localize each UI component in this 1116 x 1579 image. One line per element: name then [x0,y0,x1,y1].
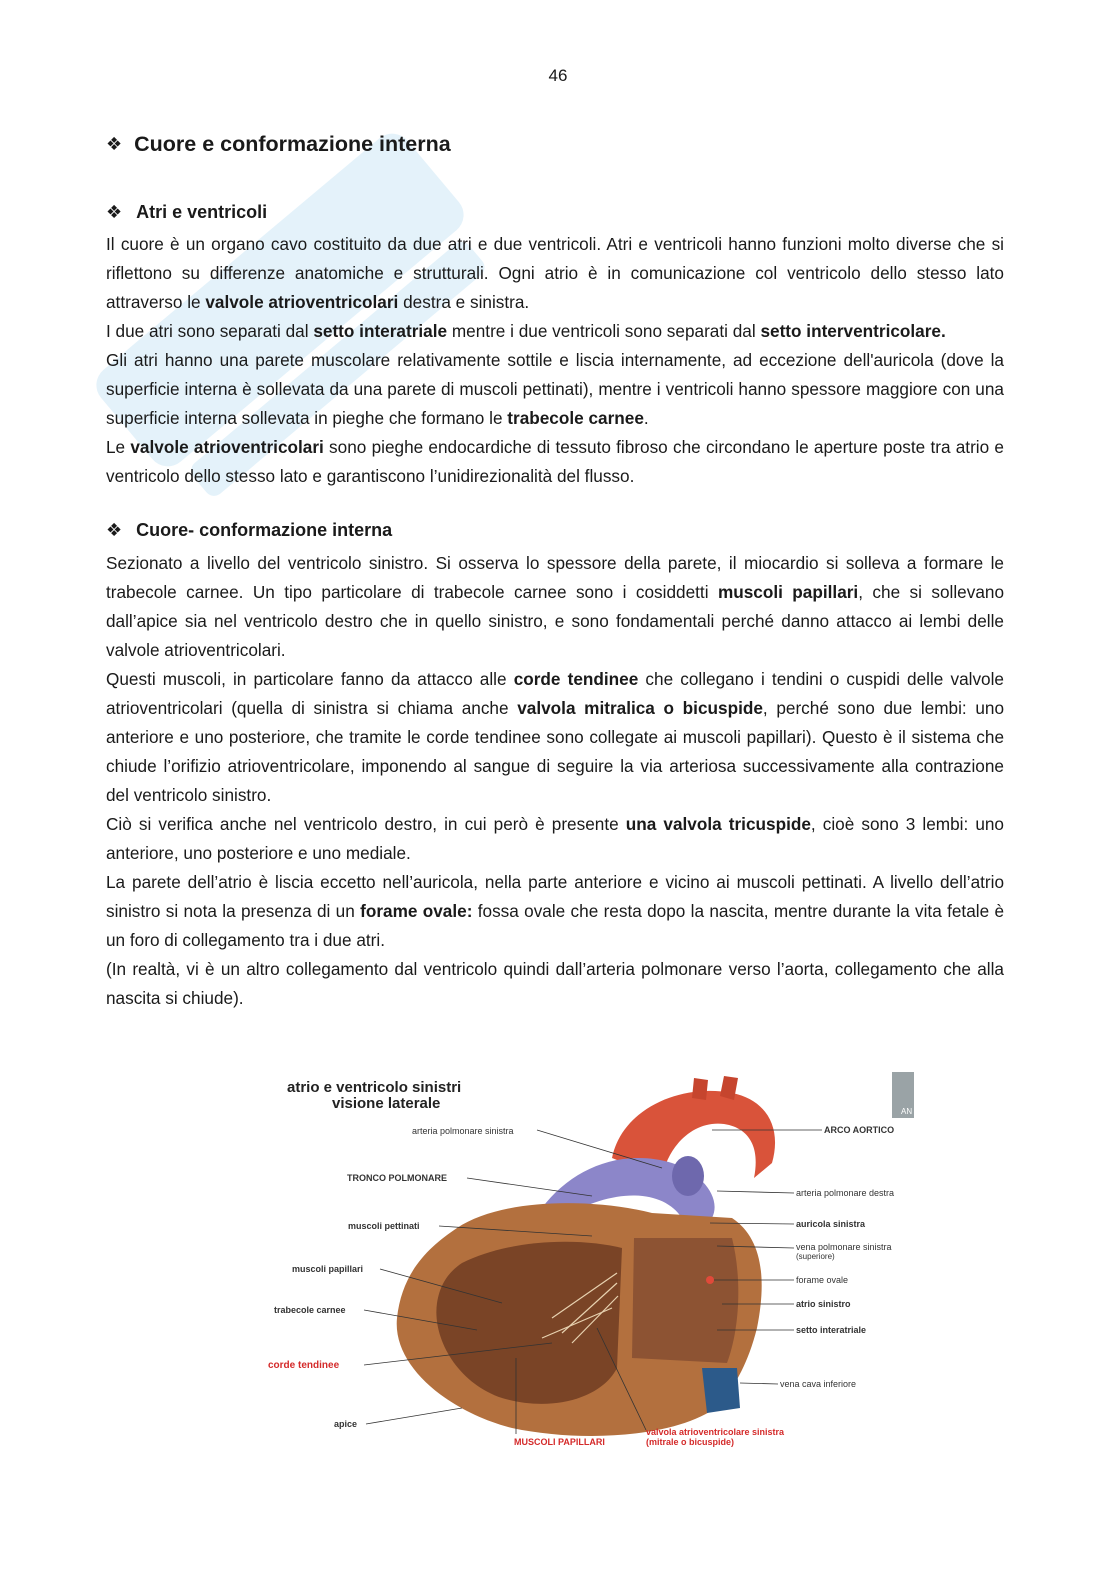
text-run: I due atri sono separati dal [106,321,314,341]
diamond-bullet-icon: ❖ [106,520,123,540]
bold-term: setto interatriale [313,321,448,341]
text-run: , cioè sono 3 lembi: uno anteriore, uno posteriore e uno mediale. [106,814,1004,863]
bold-term: trabecole carnee [507,408,644,428]
text-run: mentre i due ventricoli sono separati dal [447,321,761,341]
label-auricola-sinistra: auricola sinistra [796,1219,866,1229]
label-vena-cava-inferiore: vena cava inferiore [780,1379,857,1389]
paragraph [106,868,1004,955]
text-run: sono pieghe endocardiche di tessuto fibroso che circondano le aperture poste tra atrio e ventricolo dello stesso lato e garantiscono l’unidirezionalità del flusso. [106,437,1004,486]
paragraph: (In realtà, vi è un altro collegamento dal ventricolo quindi dall’arteria polmonare verso l’aorta, collegamento che alla nascita si chiude). [106,959,1004,1008]
figure-title: atrio e ventricolo sinistri [287,1079,462,1096]
forame-ovale-mark [706,1276,714,1284]
text-run: Sezionato a livello del ventricolo sinistro. Si osserva lo spessore della parete, il miocardio si solleva a formare le trabecole carnee. Un tipo particolare di trabecole carnee sono i cosiddetti [106,553,1004,602]
section-atri-body [106,230,1004,491]
label-vena-polmonare-sub: (superiore) [796,1252,835,1261]
label-arteria-polmonare-sinistra: arteria polmonare sinistra [412,1126,514,1136]
paragraph [106,549,1004,665]
paragraph [106,346,1004,433]
label-forame-ovale: forame ovale [796,1275,849,1285]
page-title-text: Cuore e conformazione interna [134,132,451,156]
text-run: , che si sollevano dall’apice sia nel ventricolo destro che in quello sinistro, e sono fondamentali perché danno attacco ai lembi delle valvole atrioventricolari. [106,582,1004,660]
label-corde-tendinee: corde tendinee [268,1360,340,1371]
bold-term: valvole atrioventricolari [130,437,324,457]
label-muscoli-pettinati: muscoli pettinati [348,1221,420,1231]
text-run: fossa ovale che resta dopo la nascita, mentre durante la vita fetale è un foro di collegamento tra i due atri. [106,901,1005,950]
text-run: , perché sono due lembi: uno anteriore e uno posteriore, che tramite le corde tendinee sono collegate ai muscoli papillari). Questo è il sistema che chiude l’orifizio atrioventricolare, imponendo al sangue di seguire la via arteriosa successivamente alla contrazione del ventricolo sinistro. [106,698,1004,805]
paragraph [106,230,1004,317]
paragraph [106,433,1004,491]
label-arteria-polmonare-destra: arteria polmonare destra [796,1188,895,1198]
bold-term: valvole atrioventricolari [205,292,399,312]
label-trabecole-carnee: trabecole carnee [274,1305,346,1315]
bold-term: una valvola tricuspide [625,814,811,834]
label-setto-interatriale: setto interatriale [796,1325,867,1335]
bold-term: muscoli papillari [717,582,859,602]
diamond-bullet-icon: ❖ [106,202,123,222]
page-number: 46 [548,66,568,85]
label-tronco-polmonare: TRONCO POLMONARE [347,1173,447,1183]
bold-term: setto interventricolare. [760,321,946,341]
label-valvola-atrioventricolare: valvola atrioventricolare sinistra [646,1427,785,1437]
text-run: Questi muscoli, in particolare fanno da attacco alle [106,669,514,689]
section-heading-conformazione [106,520,392,541]
heart-anatomy-figure [262,1068,918,1458]
diamond-bullet-icon: ❖ [106,134,123,154]
left-atrium-cavity [632,1238,738,1363]
label-apice: apice [334,1419,358,1429]
paragraph [106,665,1004,810]
section-conformazione-body [106,549,1004,1013]
bold-term: forame ovale: [360,901,473,921]
heart-illustration [262,1068,918,1458]
corner-tag-text: AN [901,1107,913,1116]
text-run: Il cuore è un organo cavo costituito da due atri e due ventricoli. Atri e ventricoli hanno funzioni molto diverse che si riflettono su differenze anatomiche e strutturali. Ogni atrio è in comunicazione col ventricolo dello stesso lato attraverso le [106,234,1004,312]
label-vena-polmonare: vena polmonare sinistra [796,1242,892,1252]
label-muscoli-papillari: muscoli papillari [292,1264,364,1274]
label-muscoli-papillari-caps: MUSCOLI PAPILLARI [514,1437,605,1447]
bold-term: valvola mitralica o bicuspide [517,698,763,718]
vena-cava-shape [702,1368,740,1413]
text-run: destra e sinistra. [398,292,530,312]
label-atrio-sinistro: atrio sinistro [796,1299,851,1309]
page-title [106,132,451,157]
pulmonary-artery-opening [672,1156,704,1196]
label-valvola-sub: (mitrale o bicuspide) [646,1437,735,1447]
text-run: Ciò si verifica anche nel ventricolo destro, in cui però è presente [106,814,626,834]
paragraph [106,317,1004,346]
text-run: La parete dell’atrio è liscia eccetto nell’auricola, nella parte anteriore e vicino ai muscoli pettinati. A livello dell’atrio sinistro si nota la presenza di un [106,872,1004,921]
section-heading-text: Atri e ventricoli [136,202,268,222]
label-arco-aortico: ARCO AORTICO [824,1125,895,1135]
figure-subtitle: visione laterale [332,1095,441,1112]
section-heading-atri [106,202,267,223]
text-run: Gli atri hanno una parete muscolare relativamente sottile e liscia internamente, ad eccezione dell'auricola (dove la superficie interna è sollevata da una parete di muscoli pettinati), mentre i ventricoli hanno spessore maggiore con una superficie interna sollevata in pieghe che formano le [106,350,1004,428]
text-run: . [643,408,649,428]
section-heading-text: Cuore- conformazione interna [136,520,393,540]
text-run: Le [106,437,131,457]
paragraph [106,810,1004,868]
text-run: che collegano i tendini o cuspidi delle valvole atrioventricolari (quella di sinistra si chiama anche [106,669,1004,718]
bold-term: corde tendinee [513,669,639,689]
